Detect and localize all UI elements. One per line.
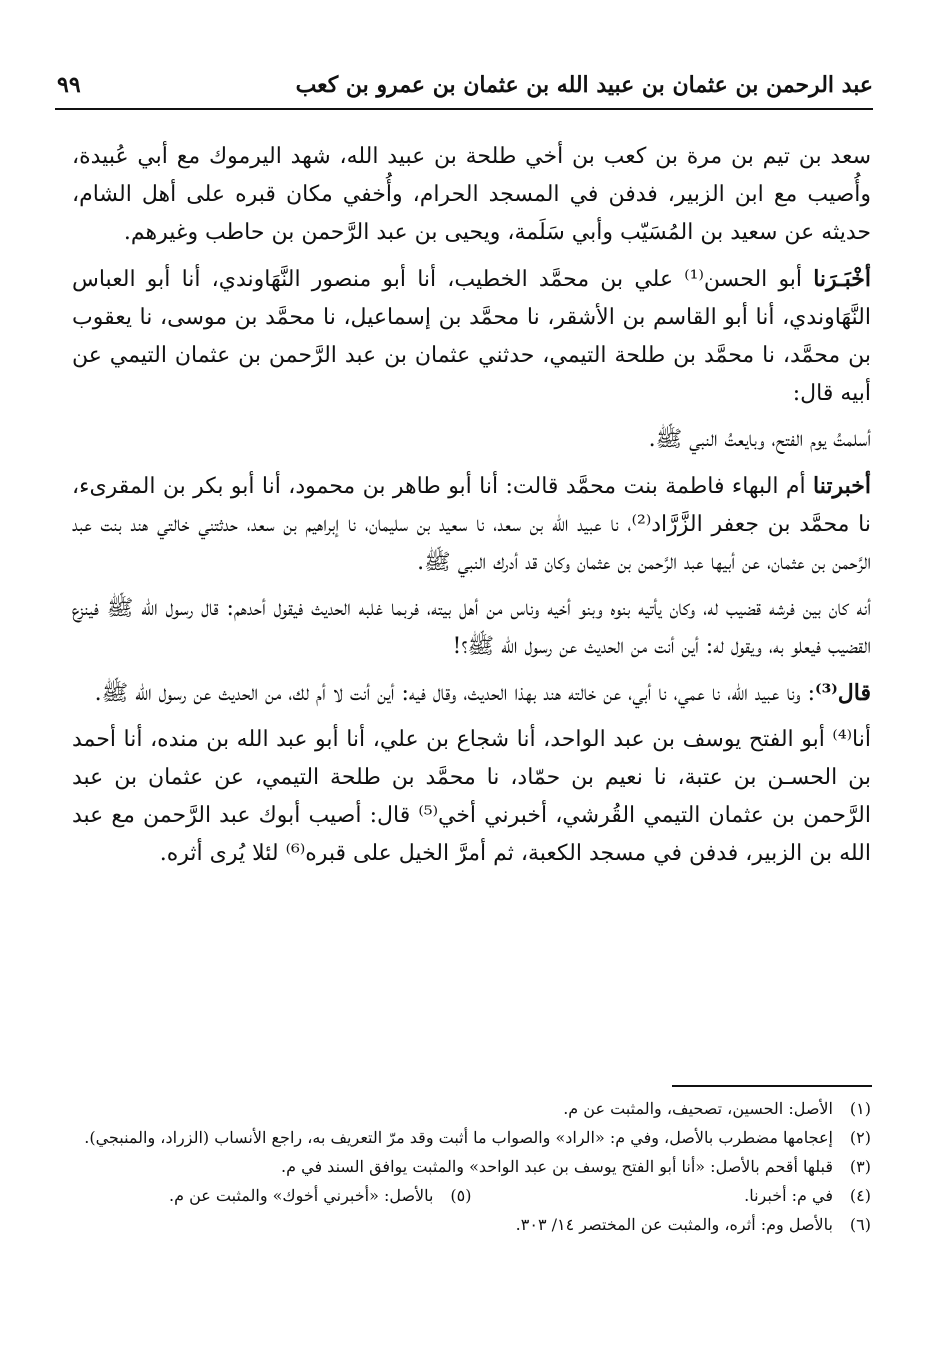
footnote-4-text: في م: أخبرنا. <box>744 1186 833 1205</box>
footnote-6-number: (٦) <box>849 1215 871 1234</box>
footnote-3-number: (٣) <box>849 1157 871 1176</box>
page-header <box>55 68 873 110</box>
paragraph-6-lead: قال⁽³⁾ <box>815 680 871 706</box>
footnote-1-text: الأصل: الحسين، تصحيف، والمثبت عن م. <box>563 1099 833 1118</box>
footnote-6-text: بالأصل وم: أثره، والمثبت عن المختصر ١٤/ ٣٠٣. <box>515 1215 833 1234</box>
footnote-1 <box>72 1094 871 1123</box>
footnote-divider <box>672 1085 872 1087</box>
footnote-2 <box>72 1123 871 1152</box>
running-title: عبد الرحمن بن عثمان بن عبيد الله بن عثمان بن عمرو بن كعب <box>295 72 873 98</box>
paragraph-4 <box>72 467 871 582</box>
page-number: ٩٩ <box>57 72 81 98</box>
paragraph-3: أسلمتُ يوم الفتح، وبايعتُ النبي ﷺ. <box>648 427 871 452</box>
footnote-5-number: (٥) <box>450 1186 472 1205</box>
paragraph-6-text: : ونا عبيد الله، نا عمي، نا أبي، عن خالته هند بهذا الحديث، وقال فيه: أين أنت لا أم لك، من الحديث عن رسول الله ﷺ. <box>94 681 816 706</box>
paragraph-4-text: أم البهاء فاطمة بنت محمَّد قالت: أنا أبو طاهر بن محمود، أنا أبو بكر بن المقرىء، نا محمَّد بن جعفر الزَّرَّاد⁽²⁾، نا عبيد الله بن سعد، نا سعيد بن سليمان، نا إبراهيم بن سعد، حدثتني خالتي هند بنت عبد الرَّحمن بن عثمان، عن أبيها عبد الرَّحمن بن عثمان وكان قد أدرك النبي ﷺ. <box>72 474 872 575</box>
footnote-3 <box>72 1152 871 1181</box>
footnotes <box>72 1094 871 1239</box>
paragraph-2-text: أبو الحسن⁽¹⁾ علي بن محمَّد الخطيب، أنا أبو منصور النَّهَاوندي، أنا أبو العباس النَّهَاوندي، أنا أبو القاسم بن الأشقر، نا محمَّد بن إسماعيل، نا محمَّد بن موسى، نا يعقوب بن محمَّد، نا محمَّد بن طلحة التيمي، حدثني عثمان بن عبد الرَّحمن بن عثمان التيمي عن أبيه قال: <box>72 267 871 406</box>
footnote-5 <box>72 1181 472 1210</box>
paragraph-1: سعد بن تيم بن مرة بن كعب بن أخي طلحة بن عبيد الله، شهد اليرموك مع أبي عُبيدة، وأُصيب مع ابن الزبير، فدفن في المسجد الحرام، وأُخفي مكان قبره على أهل الشام، حديثه عن سعيد بن المُسَيّب وأبي سَلَمة، ويحيى بن عبد الرَّحمن بن حاطب وغيرهم. <box>72 144 871 245</box>
footnote-2-number: (٢) <box>849 1128 871 1147</box>
footnote-6 <box>72 1210 871 1239</box>
footnote-1-number: (١) <box>849 1099 871 1118</box>
paragraph-7: أنا⁽⁴⁾ أبو الفتح يوسف بن عبد الواحد، أنا شجاع بن علي، أنا أبو عبد الله بن منده، أنا أحمد بن الحسـن بن عتبة، نا نعيم بن حمّاد، نا محمَّد بن طلحة التيمي، عن عثمان بن عبد الرَّحمن بن عثمان التيمي القُرشي، أخبرني أخي⁽⁵⁾ قال: أصيب أبوك عبد الرَّحمن مع عبد الله بن الزبير، فدفن في مسجد الكعبة، ثم أمرَّ الخيل على قبره⁽⁶⁾ لئلا يُرى أثره. <box>72 727 871 866</box>
paragraph-5: أنه كان بين فرشه قضيب له، وكان يأتيه بنوه وبنو أخيه وناس من أهل بيته، فربما غلبه الحديث فيقول أحدهم: قال رسول الله ﷺ فينزع القضيب فيعلو به، ويقول له: أين أنت من الحديث عن رسول الله ﷺ؟! <box>72 596 871 659</box>
footnote-5-text: بالأصل: «أخبرني أخوك» والمثبت عن م. <box>168 1186 434 1205</box>
paragraph-2 <box>72 260 871 413</box>
footnote-2-text: إعجامها مضطرب بالأصل، وفي م: «الراد» والصواب ما أثبت وقد مرّ التعريف به، راجع الأنساب (الزراد، والمنبجي). <box>84 1128 833 1147</box>
footnote-4-number: (٤) <box>849 1186 871 1205</box>
paragraph-4-lead: أخبرتنا <box>813 473 871 499</box>
footnote-4 <box>472 1181 872 1210</box>
footnote-3-text: قبلها أقحم بالأصل: «أنا أبو الفتح يوسف بن عبد الواحد» والمثبت يوافق السند في م. <box>281 1157 833 1176</box>
main-text <box>72 138 871 881</box>
footnote-row-4-5 <box>72 1181 871 1210</box>
paragraph-6 <box>72 674 871 713</box>
paragraph-2-lead: أخْبَـرَنا <box>813 266 871 292</box>
